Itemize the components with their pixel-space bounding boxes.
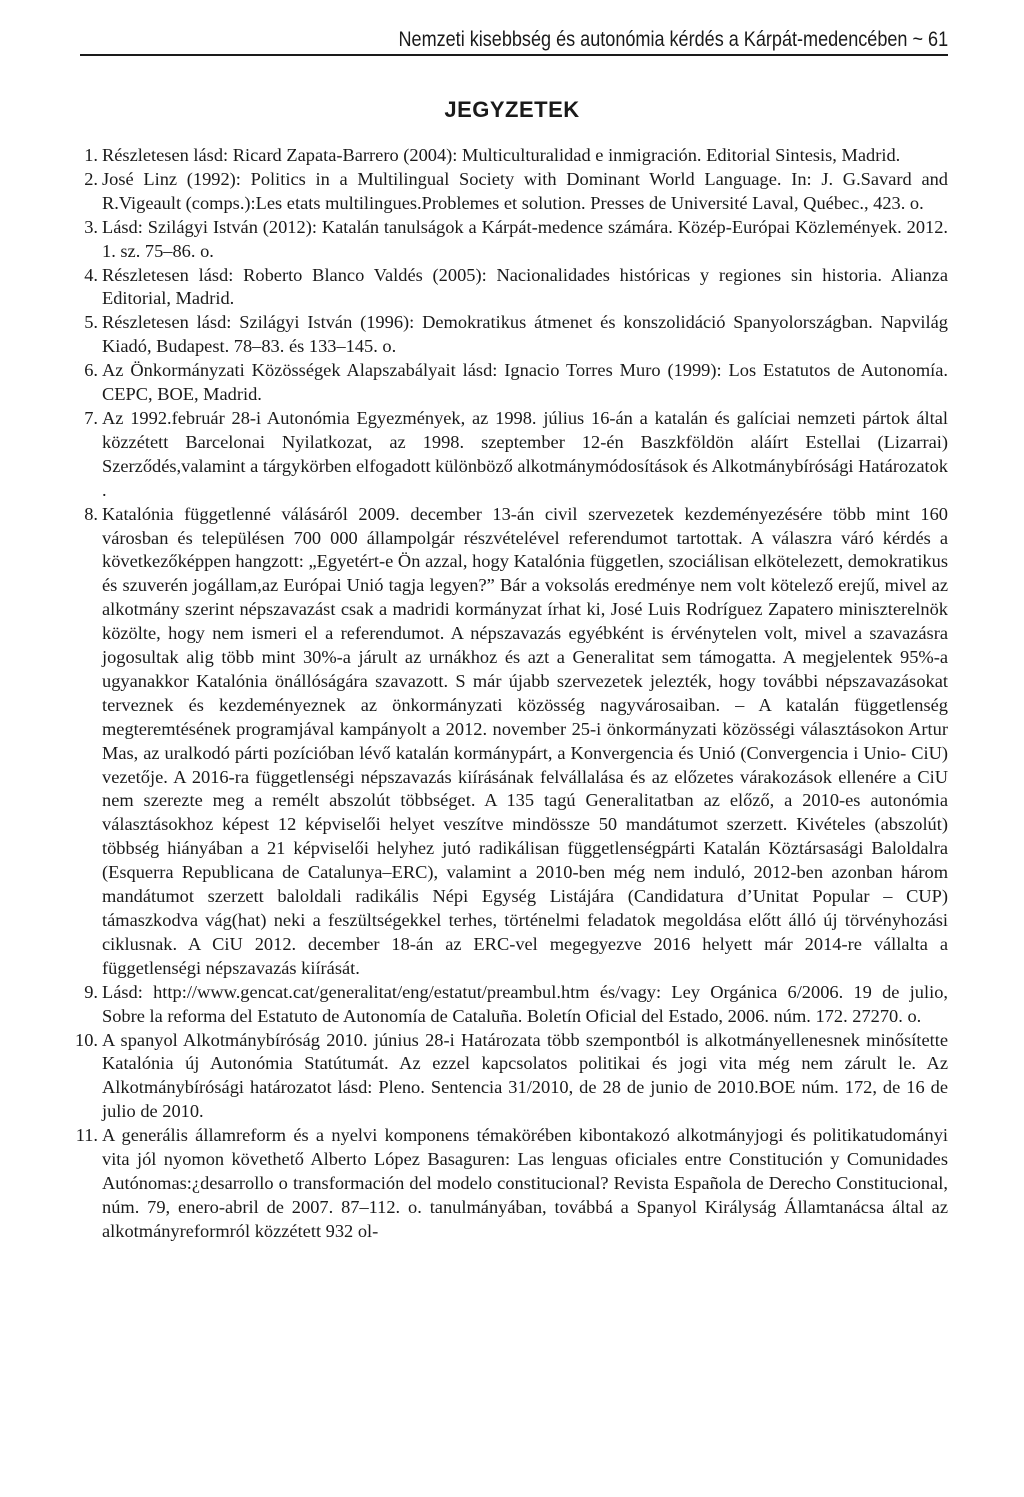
endnote-text: A spanyol Alkotmánybíróság 2010. június 28-i Határozata több szempontból is alkotmányellenesnek minősítette Katalónia új Autonómia Statútumát. Az ezzel kapcsolatos politikai és jogi vita még nem zárult le. Az Alkotmánybírósági határozatot lásd: Pleno. Sentencia 31/2010, de 28 de junio de 2010.BOE núm. 172, de 16 de julio de 2010. <box>102 1029 948 1122</box>
endnote-number: 7. <box>84 407 98 428</box>
endnote-item <box>82 981 948 1029</box>
endnote-item <box>82 144 948 168</box>
endnote-text: Részletesen lásd: Szilágyi István (1996): Demokratikus átmenet és konszolidáció Spanyolországban. Napvilág Kiadó, Budapest. 78–83. és 133–145. o. <box>102 312 948 357</box>
endnote-text: Részletesen lásd: Roberto Blanco Valdés (2005): Nacionalidades históricas y regiones sin historia. Alianza Editorial, Madrid. <box>102 264 948 309</box>
endnote-number: 5. <box>84 312 98 333</box>
endnote-item <box>82 216 948 264</box>
endnote-number: 8. <box>84 503 98 524</box>
endnote-number: 10. <box>75 1029 98 1050</box>
endnote-item <box>82 168 948 216</box>
endnote-number: 2. <box>84 168 98 189</box>
endnote-item <box>75 1124 948 1244</box>
endnote-number: 3. <box>84 216 98 237</box>
endnote-number: 4. <box>84 264 98 285</box>
endnote-item <box>82 264 948 312</box>
section-title: JEGYZETEK <box>444 97 580 122</box>
endnote-text: Katalónia függetlenné válásáról 2009. december 13-án civil szervezetek kezdeményezésére több mint 160 városban és településen 700 000 állampolgár részvételével referendumot tartottak. A válaszra váró kérdés a következőképpen hangzott: „Egyetért-e Ön azzal, hogy Katalónia független, szociálisan elkötelezett, demokratikus és szuverén jogállam,az Európai Unió tagja legyen?” Bár a voksolás eredménye nem volt kötelező erejű, mivel az alkotmány szerint népszavazást csak a madridi kormányzat írhat ki, José Luis Rodríguez Zapatero miniszterelnök közölte, hogy nem ismeri el a referendumot. A népszavazás egyébként is érvénytelen volt, mivel a szavazásra jogosultak alig több mint 30%-a járult az urnákhoz és azt a Generalitat sem támogatta. A megjelentek 95%-a ugyanakkor Katalónia önállóságára szavazott. S már újabb szervezetek jelezték, hogy további népszavazásokat terveznek és kezdeményeznek az önkormányzati közösség nagyvárosaiban. – A katalán függetlenség megteremtésének programjával kampányolt a 2012. november 25-i önkormányzati közösségi választásokon Artur Mas, az uralkodó párti pozícióban lévő katalán kormánypárt, a Konvergencia és Unió (Convergencia i Unio- CiU) vezetője. A 2016-ra függetlenségi népszavazás kiírásának felvállalása és az előzetes várakozások ellenére a CiU nem szerezte meg a remélt abszolút többséget. A 135 tagú Generalitatban az előző, a 2010-es autonómia választásokhoz képest 12 képviselői helyet veszítve mindössze 50 mandátumot szerzett. Kivételes (abszolút) többség hiányában a 21 képviselői helyhez jutó radikálisan függetlenségpárti Katalán Köztársasági Baloldalra (Esquerra Republicana de Catalunya–ERC), valamint a 2010-ben még nem induló, 2012-ben azonban három mandátumot szerzett baloldali radikális Népi Egység Listájára (Candidatura d’Unitat Popular – CUP) támaszkodva vág(hat) neki a feszültségekkel terhes, történelmi feladatok megoldása előtt álló új törvényhozási ciklusnak. A CiU 2012. december 18-án az ERC-vel megegyezve 2016 helyett már 2014-re vállalta a függetlenségi népszavazás kiírását. <box>102 503 948 978</box>
endnote-item <box>82 503 948 981</box>
endnote-text: Lásd: Szilágyi István (2012): Katalán tanulságok a Kárpát-medence számára. Közép-Európai Közlemények. 2012. 1. sz. 75–86. o. <box>102 216 948 261</box>
endnote-text: José Linz (1992): Politics in a Multilingual Society with Dominant World Language. In: J. G.Savard and R.Vigeault (comps.):Les etats multilingues.Problemes et solution. Presses de Université Laval, Québec., 423. o. <box>102 168 948 213</box>
endnote-text: Részletesen lásd: Ricard Zapata-Barrero (2004): Multiculturalidad e inmigración. Editorial Sintesis, Madrid. <box>102 145 901 165</box>
endnote-number: 11. <box>75 1125 98 1146</box>
endnote-text: A generális államreform és a nyelvi komponens témakörében kibontakozó alkotmányjogi és politikatudományi vita jól nyomon követhető Alberto López Basaguren: Las lenguas oficiales entre Constitución y Comunidades Autónomas:¿desarrollo o transformación del modelo constitucional? Revista Española de Derecho Constitucional, núm. 79, enero-abril de 2007. 87–112. o. tanulmányában, továbbá a Spanyol Királyság Államtanácsa által az alkotmányreformról közzétett 932 ol- <box>102 1125 948 1241</box>
endnote-item <box>82 311 948 359</box>
running-header-title: Nemzeti kisebbség és autonómia kérdés a Kárpát-medencében ~ 61 <box>398 28 948 51</box>
endnote-text: Az 1992.február 28-i Autonómia Egyezmények, az 1998. július 16-án a katalán és galíciai nemzeti pártok által közzétett Barcelonai Nyilatkozat, az 1998. szeptember 12-én Baszkföldön aláírt Estellai (Lizarrai) Szerződés,valamint a tárgykörben elfogadott különböző alkotmánymódosítások és Alkotmánybírósági Határozatok . <box>102 407 948 500</box>
endnote-text: Az Önkormányzati Közösségek Alapszabályait lásd: Ignacio Torres Muro (1999): Los Estatutos de Autonomía. CEPC, BOE, Madrid. <box>102 360 948 405</box>
endnotes-list <box>75 144 948 1244</box>
endnote-item <box>82 359 948 407</box>
endnote-number: 1. <box>84 145 98 165</box>
endnote-number: 6. <box>84 360 98 381</box>
endnote-text: Lásd: http://www.gencat.cat/generalitat/eng/estatut/preambul.htm és/vagy: Ley Orgánica 6/2006. 19 de julio, Sobre la reforma del Estatuto de Autonomía de Cataluña. Boletín Oficial del Estado, 2006. núm. 172. 27270. o. <box>102 981 948 1026</box>
endnote-item <box>75 1029 948 1125</box>
running-header <box>80 26 948 56</box>
endnote-item <box>82 407 948 503</box>
endnote-number: 9. <box>84 981 98 1002</box>
